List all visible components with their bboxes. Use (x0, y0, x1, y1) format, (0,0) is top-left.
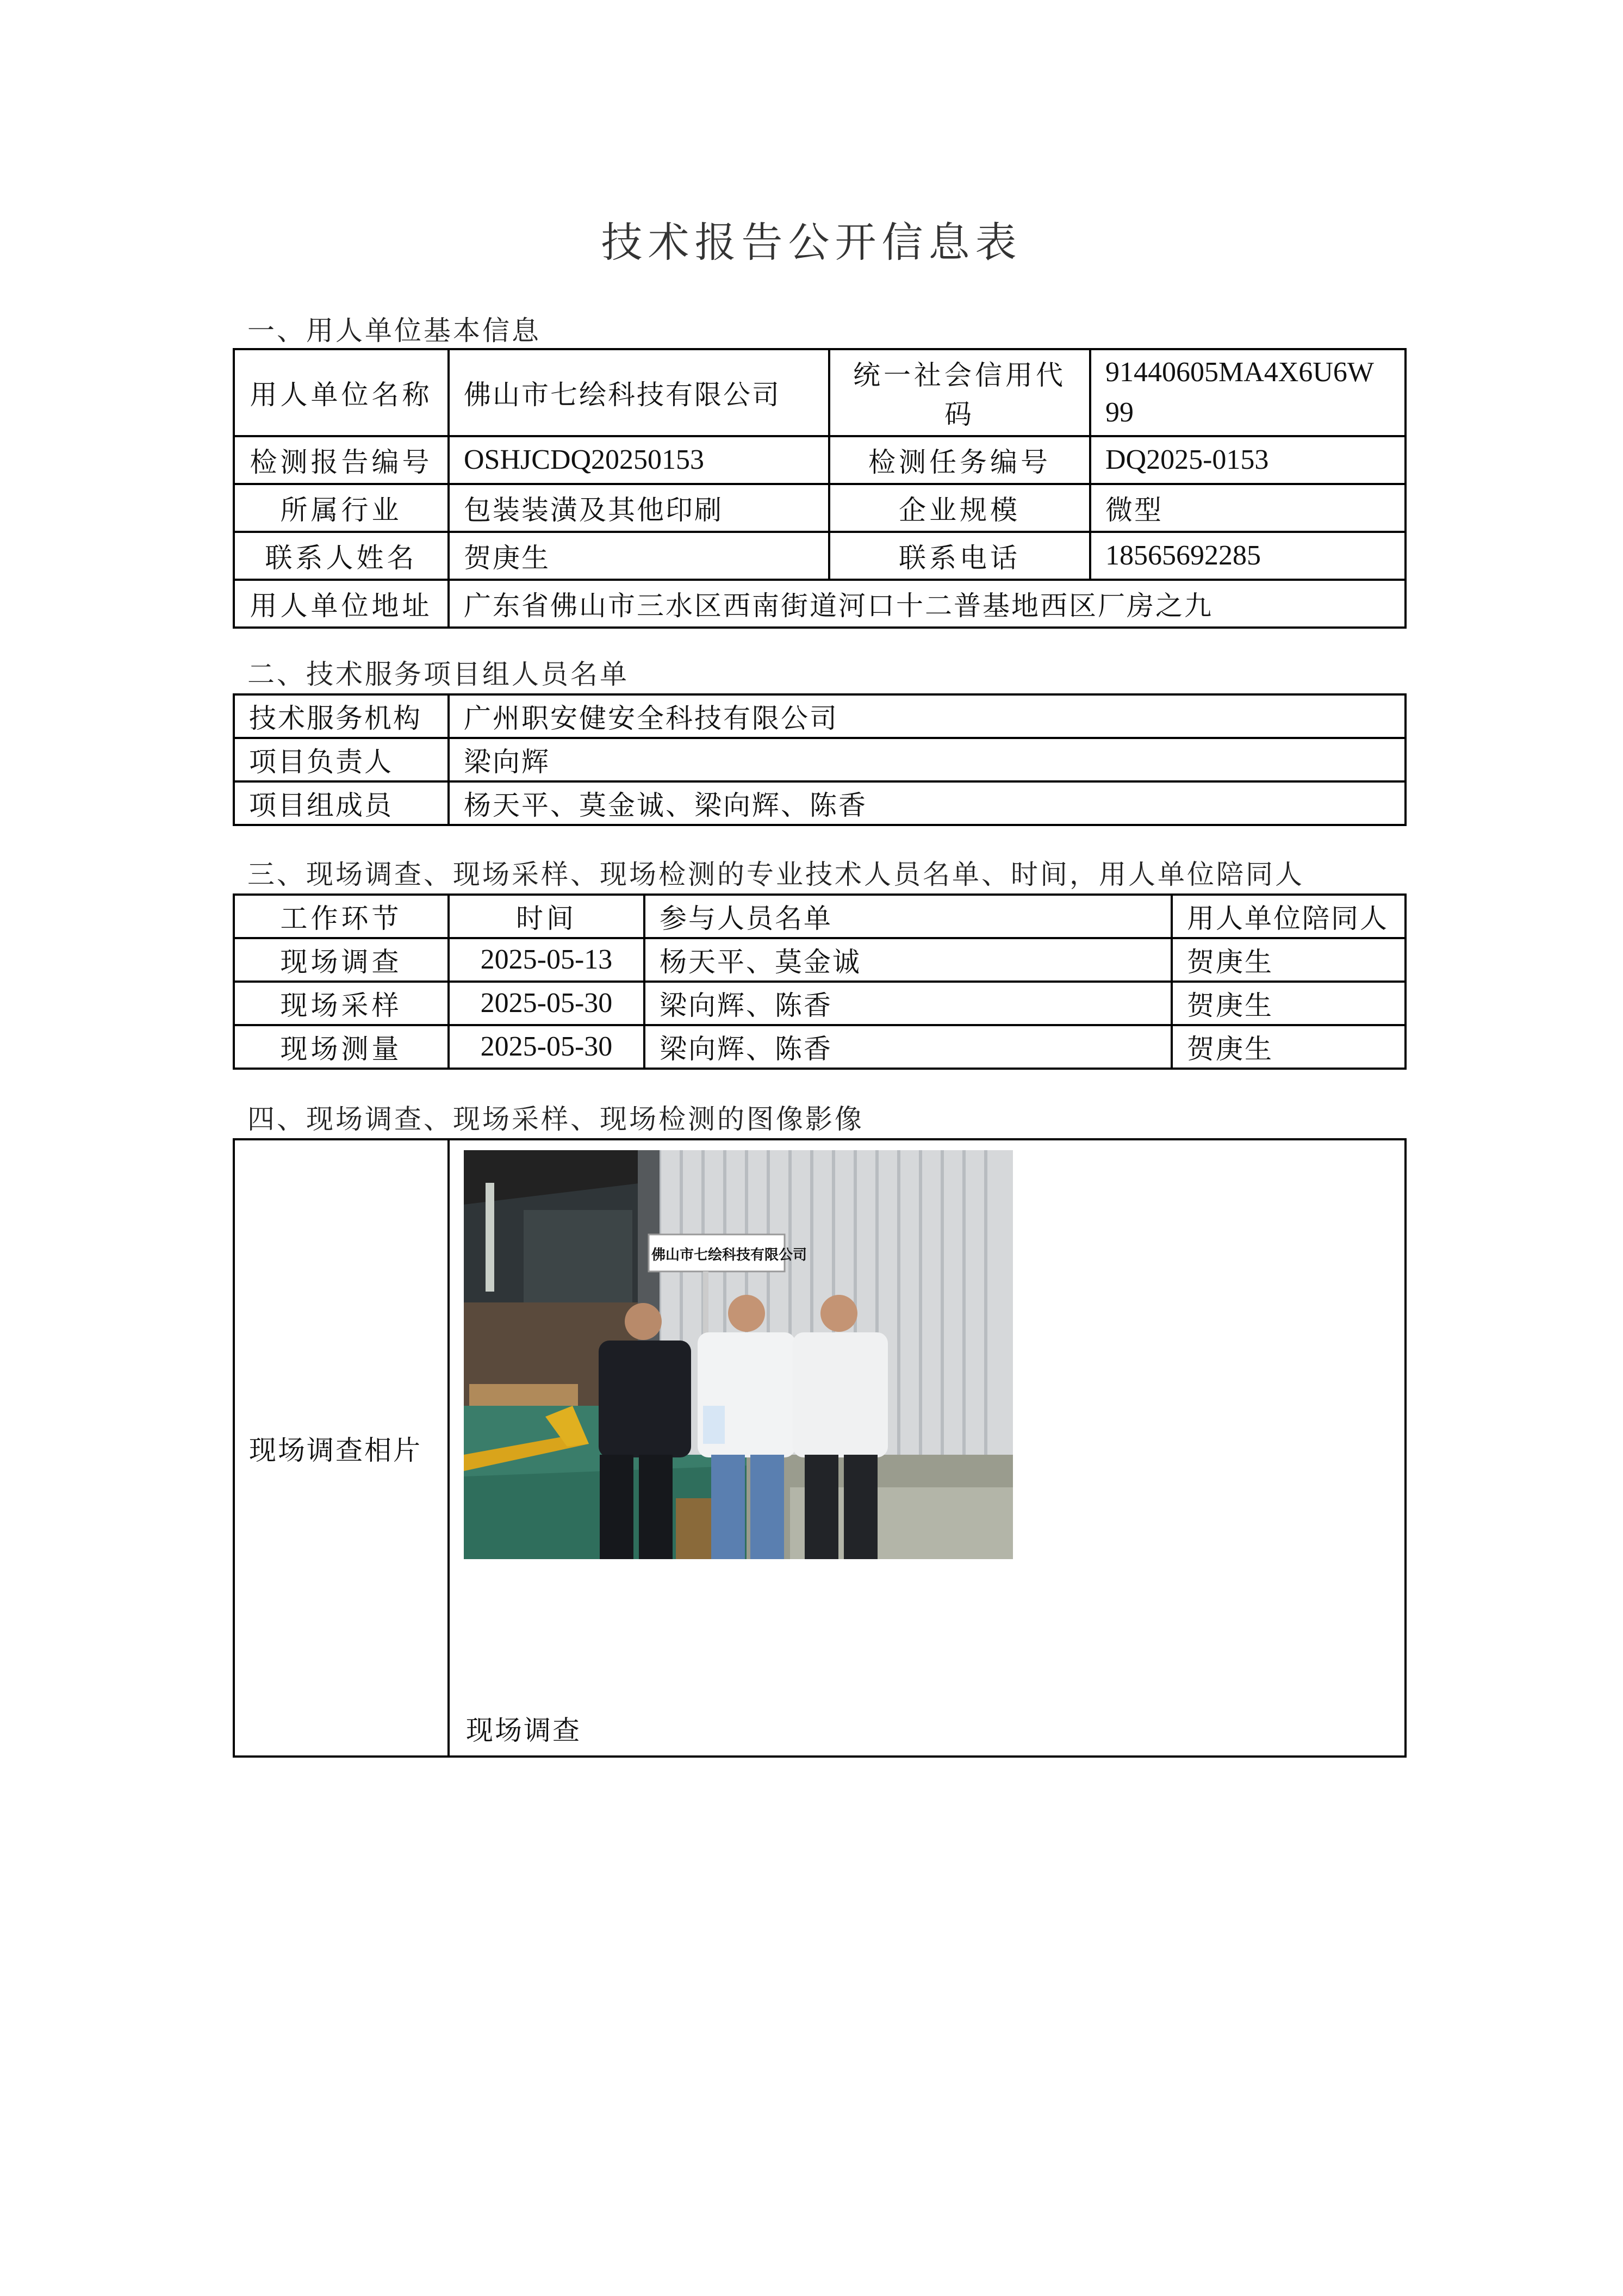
team-table (233, 693, 1407, 826)
table-row (234, 484, 1406, 532)
table-row (234, 938, 1406, 982)
label-address: 用人单位地址 (234, 580, 449, 628)
table-row (234, 781, 1406, 825)
value-contact-phone: 18565692285 (1090, 532, 1406, 580)
stage-cell: 现场采样 (234, 982, 449, 1025)
label-contact-name: 联系人姓名 (234, 532, 449, 580)
table-row (234, 349, 1406, 436)
photo-sign-text: 佛山市七绘科技有限公司 (651, 1247, 807, 1263)
participants-cell: 梁向辉、陈香 (644, 1025, 1172, 1069)
label-report-number: 检测报告编号 (234, 436, 449, 484)
stage-cell: 现场测量 (234, 1025, 449, 1069)
table-header-row (234, 895, 1406, 938)
section3-heading: 三、现场调查、现场采样、现场检测的专业技术人员名单、时间，用人单位陪同人 (247, 859, 1304, 890)
value-credit-code: 91440605MA4X6U6W 99 (1090, 349, 1406, 436)
value-service-org: 广州职安健安全科技有限公司 (449, 694, 1406, 738)
document-title: 技术报告公开信息表 (601, 218, 1022, 266)
photo-cell (449, 1139, 1406, 1757)
table-row (234, 694, 1406, 738)
label-photo: 现场调查相片 (234, 1139, 449, 1757)
value-contact-name: 贺庚生 (449, 532, 829, 580)
participants-cell: 梁向辉、陈香 (644, 982, 1172, 1025)
companion-cell: 贺庚生 (1172, 938, 1406, 982)
value-industry: 包装装潢及其他印刷 (449, 484, 829, 532)
section1-heading: 一、用人单位基本信息 (247, 315, 541, 346)
value-address: 广东省佛山市三水区西南街道河口十二普基地西区厂房之九 (449, 580, 1406, 628)
label-task-number: 检测任务编号 (829, 436, 1090, 484)
fieldwork-table (233, 893, 1407, 1070)
value-team-members: 杨天平、莫金诚、梁向辉、陈香 (449, 781, 1406, 825)
photo-caption: 现场调查 (466, 1715, 581, 1746)
value-employer-name: 佛山市七绘科技有限公司 (449, 349, 829, 436)
header-stage: 工作环节 (234, 895, 449, 938)
label-employer-name: 用人单位名称 (234, 349, 449, 436)
table-row (234, 738, 1406, 781)
date-cell: 2025-05-13 (449, 938, 644, 982)
header-time: 时间 (449, 895, 644, 938)
table-row (234, 1139, 1406, 1757)
section2-heading: 二、技术服务项目组人员名单 (247, 659, 629, 690)
header-participants: 参与人员名单 (644, 895, 1172, 938)
label-contact-phone: 联系电话 (829, 532, 1090, 580)
label-scale: 企业规模 (829, 484, 1090, 532)
label-credit-code: 统一社会信用代码 (829, 349, 1090, 436)
table-row (234, 982, 1406, 1025)
date-cell: 2025-05-30 (449, 982, 644, 1025)
stage-cell: 现场调查 (234, 938, 449, 982)
label-project-lead: 项目负责人 (234, 738, 449, 781)
section4-heading: 四、现场调查、现场采样、现场检测的图像影像 (247, 1103, 864, 1135)
date-cell: 2025-05-30 (449, 1025, 644, 1069)
companion-cell: 贺庚生 (1172, 982, 1406, 1025)
table-row (234, 532, 1406, 580)
participants-cell: 杨天平、莫金诚 (644, 938, 1172, 982)
table-row (234, 580, 1406, 628)
site-survey-photo (464, 1150, 1013, 1559)
table-row (234, 1025, 1406, 1069)
table-row (234, 436, 1406, 484)
companion-cell: 贺庚生 (1172, 1025, 1406, 1069)
image-table (233, 1138, 1407, 1758)
label-team-members: 项目组成员 (234, 781, 449, 825)
header-companion: 用人单位陪同人 (1172, 895, 1406, 938)
label-industry: 所属行业 (234, 484, 449, 532)
basic-info-table (233, 348, 1407, 629)
value-report-number: OSHJCDQ20250153 (449, 436, 829, 484)
label-service-org: 技术服务机构 (234, 694, 449, 738)
value-task-number: DQ2025-0153 (1090, 436, 1406, 484)
value-scale: 微型 (1090, 484, 1406, 532)
value-project-lead: 梁向辉 (449, 738, 1406, 781)
